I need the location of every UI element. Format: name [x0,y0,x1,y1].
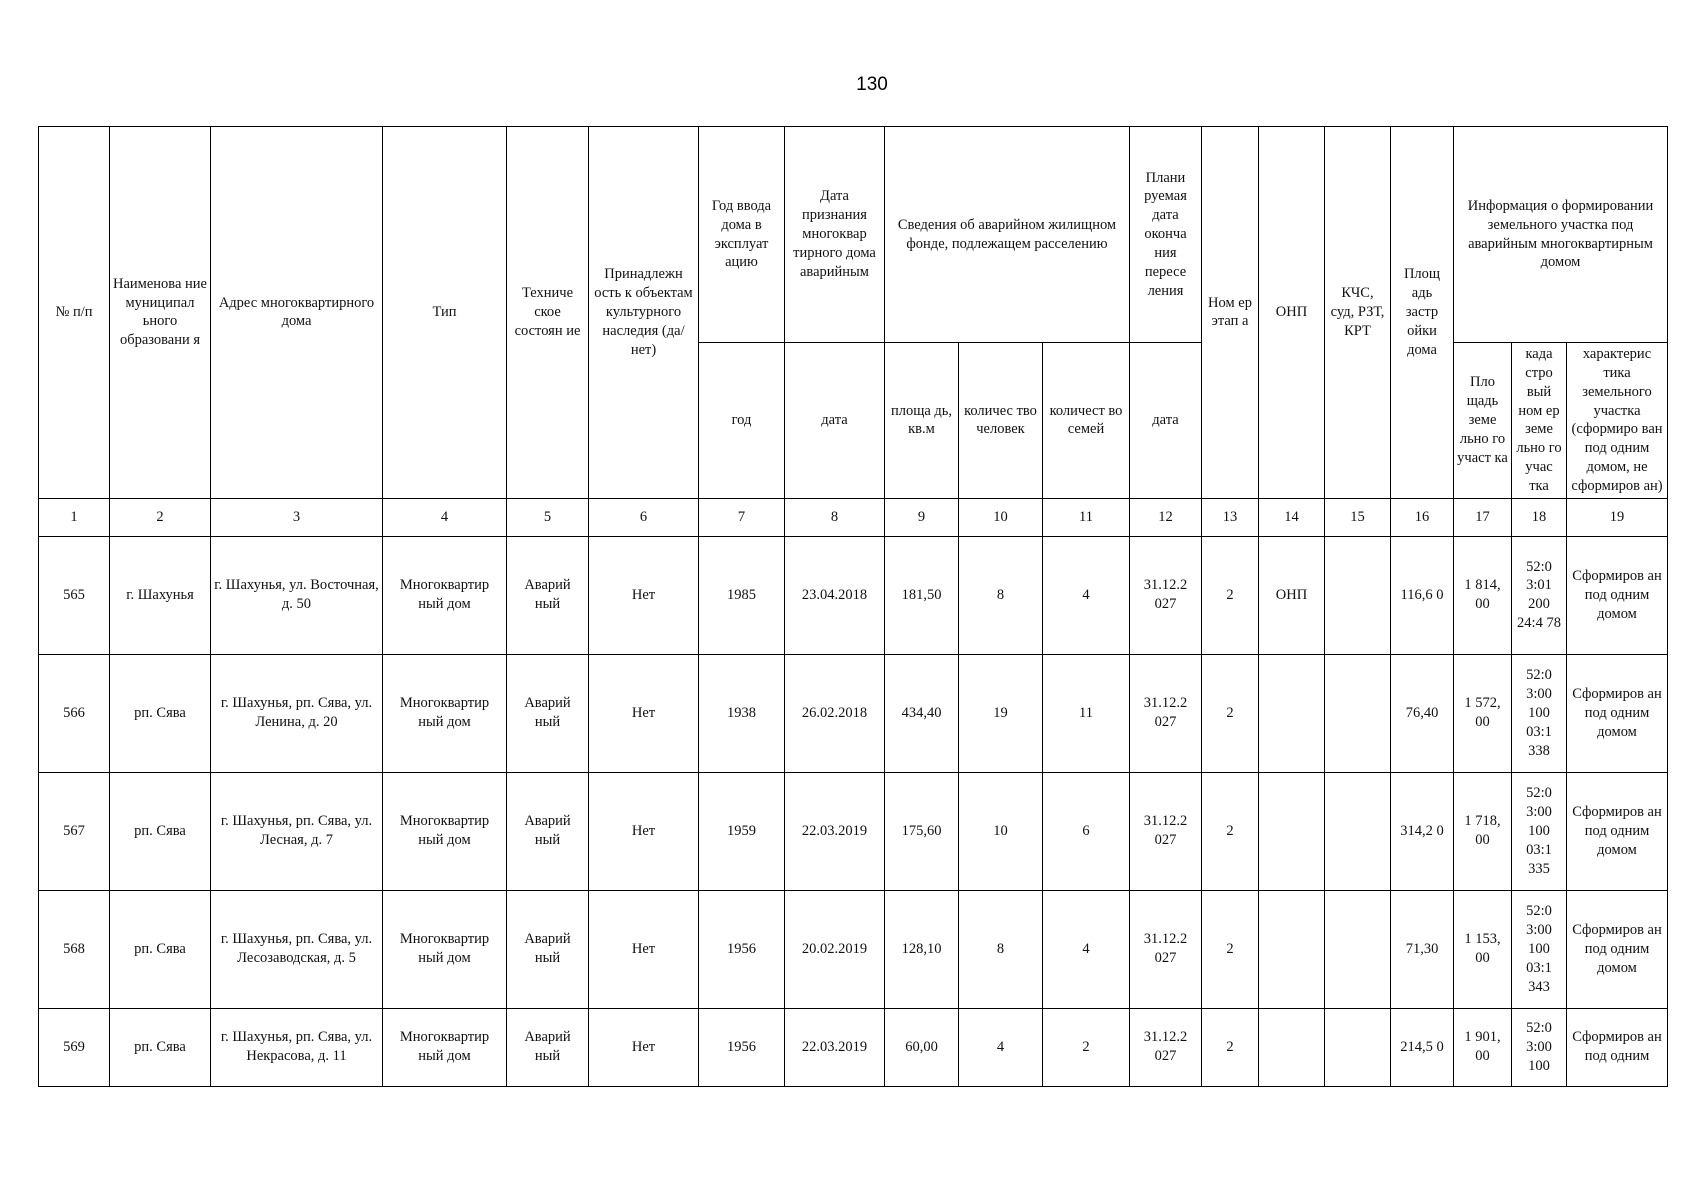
col-number: 3 [211,498,383,536]
col-number: 8 [785,498,885,536]
plot-area-cell: 1 901, 00 [1454,1008,1512,1086]
col-number: 9 [885,498,959,536]
plot-area-cell: 1 572, 00 [1454,654,1512,772]
col-number: 2 [110,498,211,536]
stage-cell: 2 [1202,536,1259,654]
col-number: 14 [1259,498,1325,536]
type-cell: Многоквартир ный дом [383,1008,507,1086]
col-number: 19 [1567,498,1668,536]
cadastral-cell: 52:0 3:00 100 03:1 343 [1512,890,1567,1008]
address-cell: г. Шахунья, ул. Восточная, д. 50 [211,536,383,654]
onp-cell: ОНП [1259,536,1325,654]
families-cell: 4 [1043,890,1130,1008]
header-number: № п/п [39,127,110,499]
stage-cell: 2 [1202,654,1259,772]
type-cell: Многоквартир ный дом [383,772,507,890]
families-cell: 4 [1043,536,1130,654]
plot-characteristic-cell: Сформиров ан под одним домом [1567,772,1668,890]
col-number: 13 [1202,498,1259,536]
stage-cell: 2 [1202,772,1259,890]
area-cell: 181,50 [885,536,959,654]
area-cell: 175,60 [885,772,959,890]
people-cell: 4 [959,1008,1043,1086]
header-condition: Техниче ское состоян ие [507,127,589,499]
plot-characteristic-cell: Сформиров ан под одним домом [1567,890,1668,1008]
planned-date-cell: 31.12.2 027 [1130,772,1202,890]
type-cell: Многоквартир ный дом [383,536,507,654]
col-number: 4 [383,498,507,536]
col-number: 10 [959,498,1043,536]
people-cell: 8 [959,536,1043,654]
page-number: 130 [856,74,888,95]
planned-date-cell: 31.12.2 027 [1130,536,1202,654]
kchs-cell [1325,890,1391,1008]
table-row [39,536,1668,654]
cadastral-cell: 52:0 3:01 200 24:4 78 [1512,536,1567,654]
col-number: 18 [1512,498,1567,536]
kchs-cell [1325,772,1391,890]
header-build-area-label: Площ адь застр ойки дома [1403,266,1441,358]
header-municipality: Наименова ние муниципал ьного образовани я [110,127,211,499]
year-cell: 1938 [699,654,785,772]
header-planned-date: Плани руемая дата оконча ния пересе ления [1130,127,1202,343]
header-sub-people: количес тво человек [959,343,1043,499]
plot-characteristic-cell: Сформиров ан под одним [1567,1008,1668,1086]
area-cell: 434,40 [885,654,959,772]
recognition-date-cell: 26.02.2018 [785,654,885,772]
header-row-1 [39,127,1668,343]
planned-date-cell: 31.12.2 027 [1130,890,1202,1008]
municipality-cell: рп. Сява [110,890,211,1008]
build-area-cell: 314,2 0 [1391,772,1454,890]
column-numbers-row [39,498,1668,536]
header-recognition-date: Дата признания многоквар тирного дома аварийным [785,127,885,343]
families-cell: 6 [1043,772,1130,890]
plot-characteristic-cell: Сформиров ан под одним домом [1567,654,1668,772]
table-row [39,654,1668,772]
recognition-date-cell: 23.04.2018 [785,536,885,654]
condition-cell: Аварий ный [507,1008,589,1086]
header-sub-families: количест во семей [1043,343,1130,499]
address-cell: г. Шахунья, рп. Сява, ул. Лесная, д. 7 [211,772,383,890]
header-onp: ОНП [1259,127,1325,499]
col-number: 7 [699,498,785,536]
plot-area-cell: 1 718, 00 [1454,772,1512,890]
onp-cell [1259,654,1325,772]
municipality-cell: рп. Сява [110,1008,211,1086]
onp-cell [1259,890,1325,1008]
row-number: 569 [39,1008,110,1086]
header-plot-characteristic: характерис тика земельного участка (сформиро ван под одним домом, не сформиров ан) [1567,343,1668,499]
condition-cell: Аварий ный [507,654,589,772]
recognition-date-cell: 22.03.2019 [785,1008,885,1086]
build-area-cell: 76,40 [1391,654,1454,772]
heritage-cell: Нет [589,1008,699,1086]
header-year: Год ввода дома в эксплуат ацию [699,127,785,343]
address-cell: г. Шахунья, рп. Сява, ул. Лесозаводская, д. 5 [211,890,383,1008]
build-area-cell: 71,30 [1391,890,1454,1008]
plot-area-cell: 1 814, 00 [1454,536,1512,654]
col-number: 1 [39,498,110,536]
address-cell: г. Шахунья, рп. Сява, ул. Некрасова, д. 11 [211,1008,383,1086]
row-number: 567 [39,772,110,890]
planned-date-cell: 31.12.2 027 [1130,1008,1202,1086]
onp-cell [1259,772,1325,890]
header-sub-date: дата [785,343,885,499]
heritage-cell: Нет [589,536,699,654]
municipality-cell: рп. Сява [110,654,211,772]
header-sub-area: площа дь, кв.м [885,343,959,499]
col-number: 5 [507,498,589,536]
header-land-plot-info: Информация о формировании земельного участка под аварийным многоквартирным домом [1454,127,1668,343]
people-cell: 19 [959,654,1043,772]
header-heritage: Принадлежн ость к объектам культурного наследия (да/нет) [589,127,699,499]
heritage-cell: Нет [589,890,699,1008]
people-cell: 10 [959,772,1043,890]
year-cell: 1959 [699,772,785,890]
col-number: 15 [1325,498,1391,536]
families-cell: 2 [1043,1008,1130,1086]
type-cell: Многоквартир ный дом [383,654,507,772]
municipality-cell: г. Шахунья [110,536,211,654]
col-number: 11 [1043,498,1130,536]
col-number: 16 [1391,498,1454,536]
build-area-cell: 116,6 0 [1391,536,1454,654]
header-housing-info: Сведения об аварийном жилищном фонде, подлежащем расселению [885,127,1130,343]
onp-cell [1259,1008,1325,1086]
heritage-cell: Нет [589,654,699,772]
header-type: Тип [383,127,507,499]
kchs-cell [1325,1008,1391,1086]
header-cadastral: када стро вый ном ер земе льно го учас тка [1512,343,1567,499]
kchs-cell [1325,654,1391,772]
col-number: 6 [589,498,699,536]
header-build-area [1391,127,1454,499]
plot-area-cell: 1 153, 00 [1454,890,1512,1008]
cadastral-cell: 52:0 3:00 100 03:1 338 [1512,654,1567,772]
header-stage: Ном ер этап а [1202,127,1259,499]
col-number: 12 [1130,498,1202,536]
header-kchs: КЧС, суд, РЗТ, КРТ [1325,127,1391,499]
address-cell: г. Шахунья, рп. Сява, ул. Ленина, д. 20 [211,654,383,772]
condition-cell: Аварий ный [507,890,589,1008]
families-cell: 11 [1043,654,1130,772]
stage-cell: 2 [1202,890,1259,1008]
year-cell: 1956 [699,890,785,1008]
row-number: 566 [39,654,110,772]
cadastral-cell: 52:0 3:00 100 [1512,1008,1567,1086]
row-number: 565 [39,536,110,654]
header-plot-area: Пло щадь земе льно го участ ка [1454,343,1512,499]
municipality-cell: рп. Сява [110,772,211,890]
condition-cell: Аварий ный [507,772,589,890]
heritage-cell: Нет [589,772,699,890]
table-row [39,890,1668,1008]
col-number: 17 [1454,498,1512,536]
table-row [39,1008,1668,1086]
recognition-date-cell: 22.03.2019 [785,772,885,890]
build-area-cell: 214,5 0 [1391,1008,1454,1086]
type-cell: Многоквартир ный дом [383,890,507,1008]
cadastral-cell: 52:0 3:00 100 03:1 335 [1512,772,1567,890]
plot-characteristic-cell: Сформиров ан под одним домом [1567,536,1668,654]
kchs-cell [1325,536,1391,654]
people-cell: 8 [959,890,1043,1008]
condition-cell: Аварий ный [507,536,589,654]
header-address: Адрес многоквартирного дома [211,127,383,499]
header-sub-planned-date: дата [1130,343,1202,499]
area-cell: 60,00 [885,1008,959,1086]
stage-cell: 2 [1202,1008,1259,1086]
area-cell: 128,10 [885,890,959,1008]
row-number: 568 [39,890,110,1008]
planned-date-cell: 31.12.2 027 [1130,654,1202,772]
table-row [39,772,1668,890]
year-cell: 1956 [699,1008,785,1086]
year-cell: 1985 [699,536,785,654]
recognition-date-cell: 20.02.2019 [785,890,885,1008]
header-sub-year: год [699,343,785,499]
emergency-housing-table [38,126,1668,1087]
